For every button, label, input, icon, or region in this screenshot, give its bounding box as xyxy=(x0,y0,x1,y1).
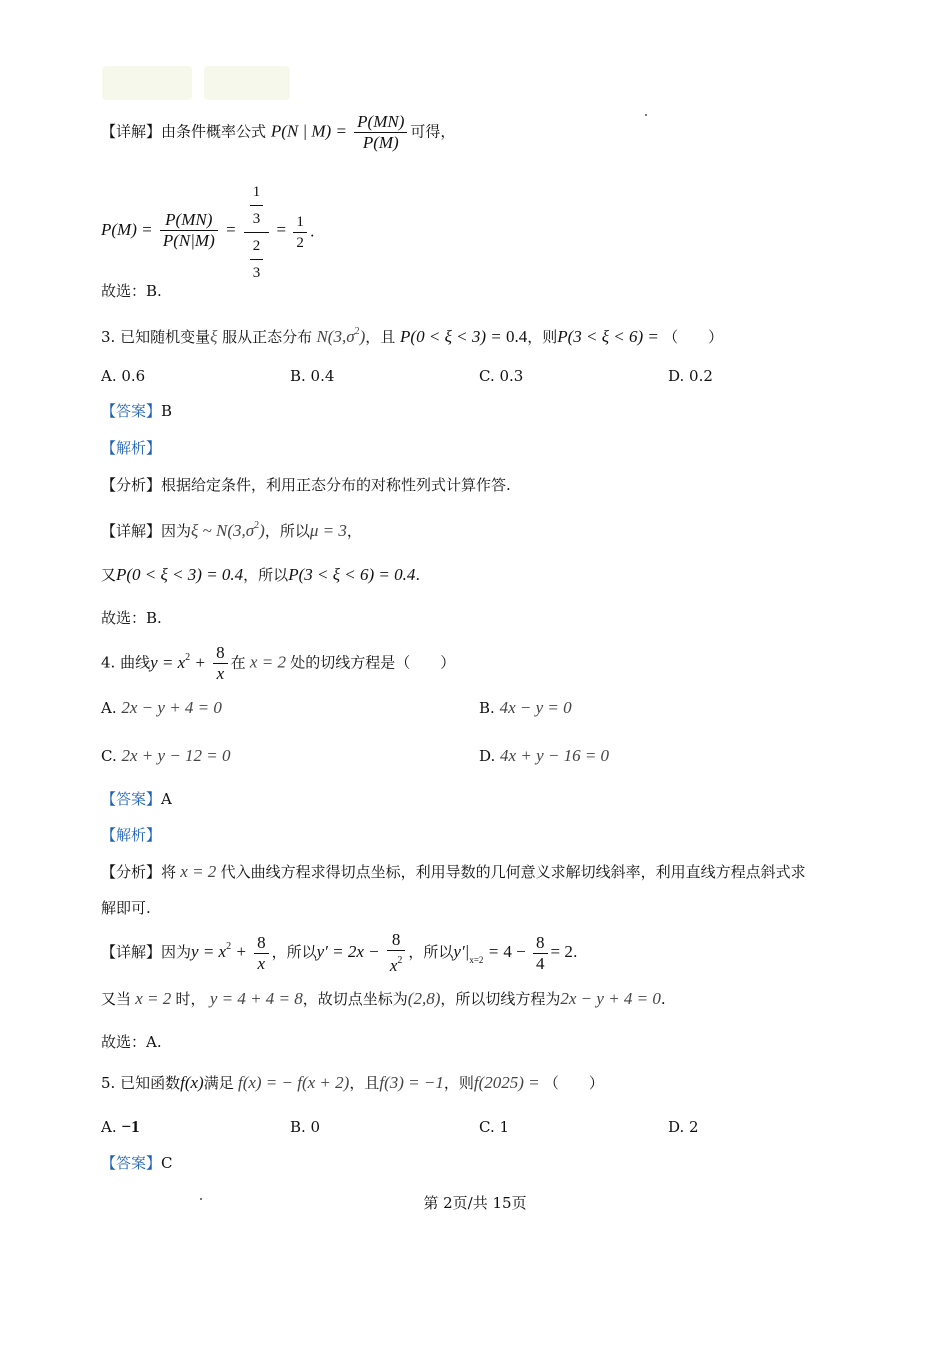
option-d: D. 0.2 xyxy=(668,367,713,385)
fraction: $\frac{P(MN)}{P(M)}$ xyxy=(354,112,407,153)
page-footer: 第 2页/共 15页 xyxy=(423,1194,527,1212)
analysis-line: 【分析】将 x = 2 代入曲线方程求得切点坐标，利用导数的几何意义求解切线斜率，利用直线方程点斜式求 xyxy=(101,862,806,881)
option-c: C. 2x + y − 12 = 0 xyxy=(101,746,231,765)
question-3: 3. 已知随机变量ξ 服从正态分布 $N(3,\sigma^2)$，且 P(0 < ξ < 3) = 0.4，则P(3 < ξ < 6) = （ ） xyxy=(101,326,724,346)
analysis-label: 【解析】 xyxy=(101,826,162,844)
detail-line: 【详解】因为$y = x^2$ + $\frac{8}{x}$ ，所以y′ = 2x − $\frac{8}{x^2}$ ，所以$y'|_{x=2} = 4$ − $\frac{8}{4}$ = 2. xyxy=(101,930,578,975)
option-a: A. −1 xyxy=(101,1117,140,1136)
detail-line: 【详解】因为ξ ~ $N(3,\sigma^2)$，所以μ = 3， xyxy=(101,520,362,540)
answer-line: 【答案】C xyxy=(101,1154,173,1172)
option-d: D. 2 xyxy=(668,1118,699,1136)
option-c: C. 0.3 xyxy=(479,367,524,385)
question-4: 4. 曲线$y = x^2$ + $\frac{8}{x}$ 在 x = 2 处的切线方程是（ ） xyxy=(101,643,456,683)
option-a: A. 0.6 xyxy=(101,367,146,385)
analysis-line: 【分析】根据给定条件，利用正态分布的对称性列式计算作答. xyxy=(101,476,511,494)
watermark-block xyxy=(102,66,192,100)
watermark-block xyxy=(204,66,290,100)
option-d: D. 4x + y − 16 = 0 xyxy=(479,746,610,765)
detail-line-2: 又当 x = 2 时， y = 4 + 4 = 8，故切点坐标为(2,8)，所以切线方程为2x − y + 4 = 0. xyxy=(101,989,666,1008)
formula-conditional: P(N | M) = xyxy=(270,121,352,141)
answer-line: 【答案】B xyxy=(101,402,173,420)
detail-line-2: 又P(0 < ξ < 3) = 0.4，所以P(3 < ξ < 6) = 0.4. xyxy=(101,565,421,584)
choice-line: 故选：A. xyxy=(101,1033,162,1051)
option-b: B. 0.4 xyxy=(290,367,335,385)
choice-line: 故选：B. xyxy=(101,609,162,627)
choice-line: 故选：B. xyxy=(101,282,162,300)
analysis-label: 【解析】 xyxy=(101,439,162,457)
option-b: B. 4x − y = 0 xyxy=(479,698,572,717)
option-c: C. 1 xyxy=(479,1118,510,1136)
stray-dot xyxy=(645,114,647,116)
option-a: A. 2x − y + 4 = 0 xyxy=(101,698,222,717)
pm-computation: P(M) = $\frac{P(MN)}{P(N|M)}$ = $\frac{\frac{1}{3}}{\frac{2}{3}}$ = $\frac{1}{2}$ . xyxy=(101,179,315,286)
detail-label: 【详解】 xyxy=(101,122,162,141)
detail-line-formula: 【详解】由条件概率公式 P(N | M) = $\frac{P(MN)}{P(M)}$ 可得， xyxy=(101,112,456,152)
option-b: B. 0 xyxy=(290,1118,321,1136)
question-5: 5. 已知函数f(x)满足 f(x) = − f(x + 2)，且f(3) = −1，则f(2025) = （ ） xyxy=(101,1073,604,1092)
compound-fraction: $\frac{\frac{1}{3}}{\frac{2}{3}}$ xyxy=(244,179,270,286)
answer-line: 【答案】A xyxy=(101,790,172,808)
analysis-line-2: 解即可. xyxy=(101,899,151,917)
